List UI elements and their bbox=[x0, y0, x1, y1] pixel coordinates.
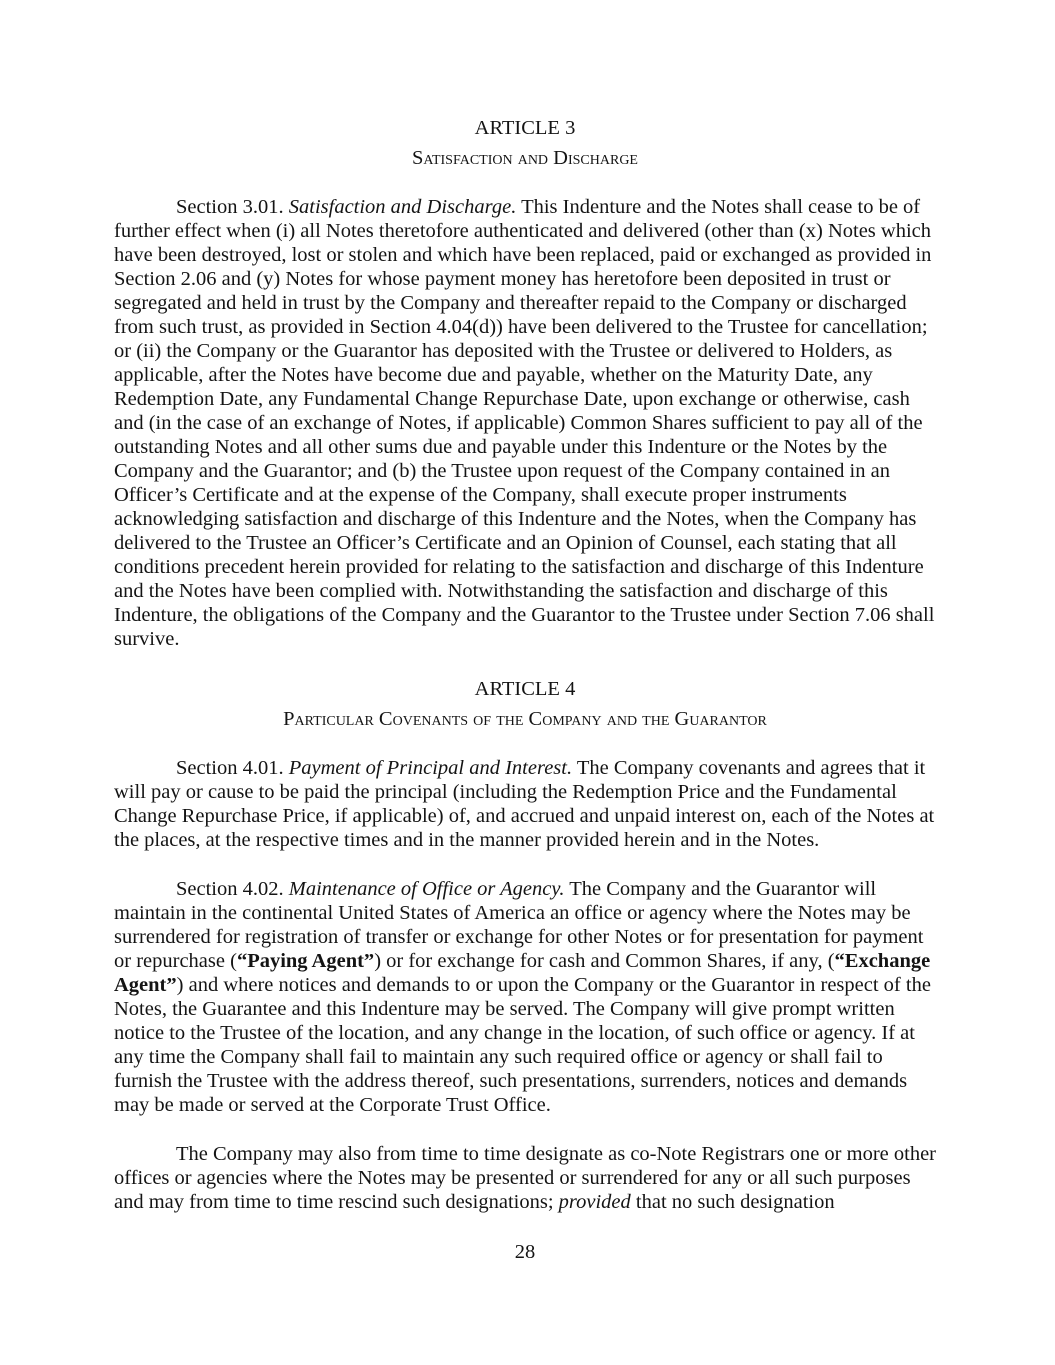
text-segment-italic: Maintenance of Office or Agency. bbox=[288, 878, 565, 900]
text-segment-italic: provided bbox=[558, 1191, 631, 1213]
article-3 bbox=[114, 116, 936, 651]
text-segment-bold: “Paying Agent” bbox=[236, 950, 375, 972]
text-segment-normal: The Company covenants and agrees that it will pay or cause to be paid the principal (including the Redemption Price and the Fundamental Change Repurchase Price, if applicable) of, and accrued and unpaid interest on, each of the Notes at the places, at the respective times and in the manner provided herein and in the Notes. bbox=[114, 757, 935, 851]
text-segment-normal: This Indenture and the Notes shall cease to be of further effect when (i) all Notes theretofore authenticated and delivered (other than (x) Notes which have been destroyed, lost or stolen and which have been replaced, paid or exchanged as provided in Section 2.06 and (y) Notes for whose payment money has heretofore been deposited in trust or segregated and held in trust by the Company and thereafter repaid to the Company or discharged from such trust, as provided in Section 4.04(d)) have been delivered to the Trustee for cancellation; or (ii) the Company or the Guarantor has deposited with the Trustee or delivered to Holders, as applicable, after the Notes have become due and payable, whether on the Maturity Date, any Redemption Date, any Fundamental Change Repurchase Date, upon exchange or otherwise, cash and (in the case of an exchange of Notes, if applicable) Common Shares sufficient to pay all of the outstanding Notes and all other sums due and payable under this Indenture or the Notes by the Company and the Guarantor; and (b) the Trustee upon request of the Company contained in an Officer’s Certificate and at the expense of the Company, shall execute proper instruments acknowledging satisfaction and discharge of this Indenture and the Notes, when the Company has delivered to the Trustee an Officer’s Certificate and an Opinion of Counsel, each stating that all conditions precedent herein provided for relating to the satisfaction and discharge of this Indenture and the Notes have been complied with. Notwithstanding the satisfaction and discharge of this Indenture, the obligations of the Company and the Guarantor to the Trustee under Section 7.06 shall survive. bbox=[114, 196, 935, 650]
article-3-heading: ARTICLE 3 bbox=[474, 117, 576, 139]
text-segment-normal: Section 4.01. bbox=[176, 757, 289, 779]
page-number: 28 bbox=[514, 1241, 536, 1263]
text-segment-normal: The Company and the Guarantor will maintain in the continental United States of America an office or agency where the Notes may be surrendered for registration of transfer or exchange for other Notes or for presentation for payment or repurchase ( bbox=[114, 878, 924, 972]
section-4-02-paragraph bbox=[114, 877, 936, 1117]
co-note-registrar-paragraph bbox=[114, 1142, 936, 1214]
article-3-subheading: Satisfaction and Discharge bbox=[412, 147, 638, 169]
text-segment-bold: “Exchange Agent” bbox=[114, 950, 931, 996]
text-segment-normal: ) and where notices and demands to or upon the Company or the Guarantor in respect of the Notes, the Guarantee and this Indenture may be served. The Company will give prompt written notice to the Trustee of the location, and any change in the location, of such office or agency. If at any time the Company shall fail to maintain any such required office or agency or shall fail to furnish the Trustee with the address thereof, such presentations, surrenders, notices and demands may be made or served at the Corporate Trust Office. bbox=[114, 974, 931, 1116]
text-segment-italic: Payment of Principal and Interest. bbox=[288, 757, 573, 779]
section-4-01-paragraph bbox=[114, 756, 936, 852]
text-segment-normal: The Company may also from time to time designate as co-Note Registrars one or more other offices or agencies where the Notes may be presented or surrendered for any or all such purposes and may from time to time rescind such designations; bbox=[114, 1143, 937, 1213]
text-segment-normal: Section 4.02. bbox=[176, 878, 289, 900]
text-segment-normal: Section 3.01. bbox=[176, 196, 289, 218]
section-3-01-paragraph bbox=[114, 195, 936, 651]
text-segment-normal: that no such designation bbox=[630, 1191, 835, 1213]
article-4-heading: ARTICLE 4 bbox=[474, 678, 576, 700]
text-segment-normal: ) or for exchange for cash and Common Shares, if any, ( bbox=[374, 950, 835, 972]
article-4 bbox=[114, 677, 936, 1214]
text-segment-italic: Satisfaction and Discharge. bbox=[288, 196, 517, 218]
article-4-subheading: Particular Covenants of the Company and the Guarantor bbox=[283, 708, 767, 730]
